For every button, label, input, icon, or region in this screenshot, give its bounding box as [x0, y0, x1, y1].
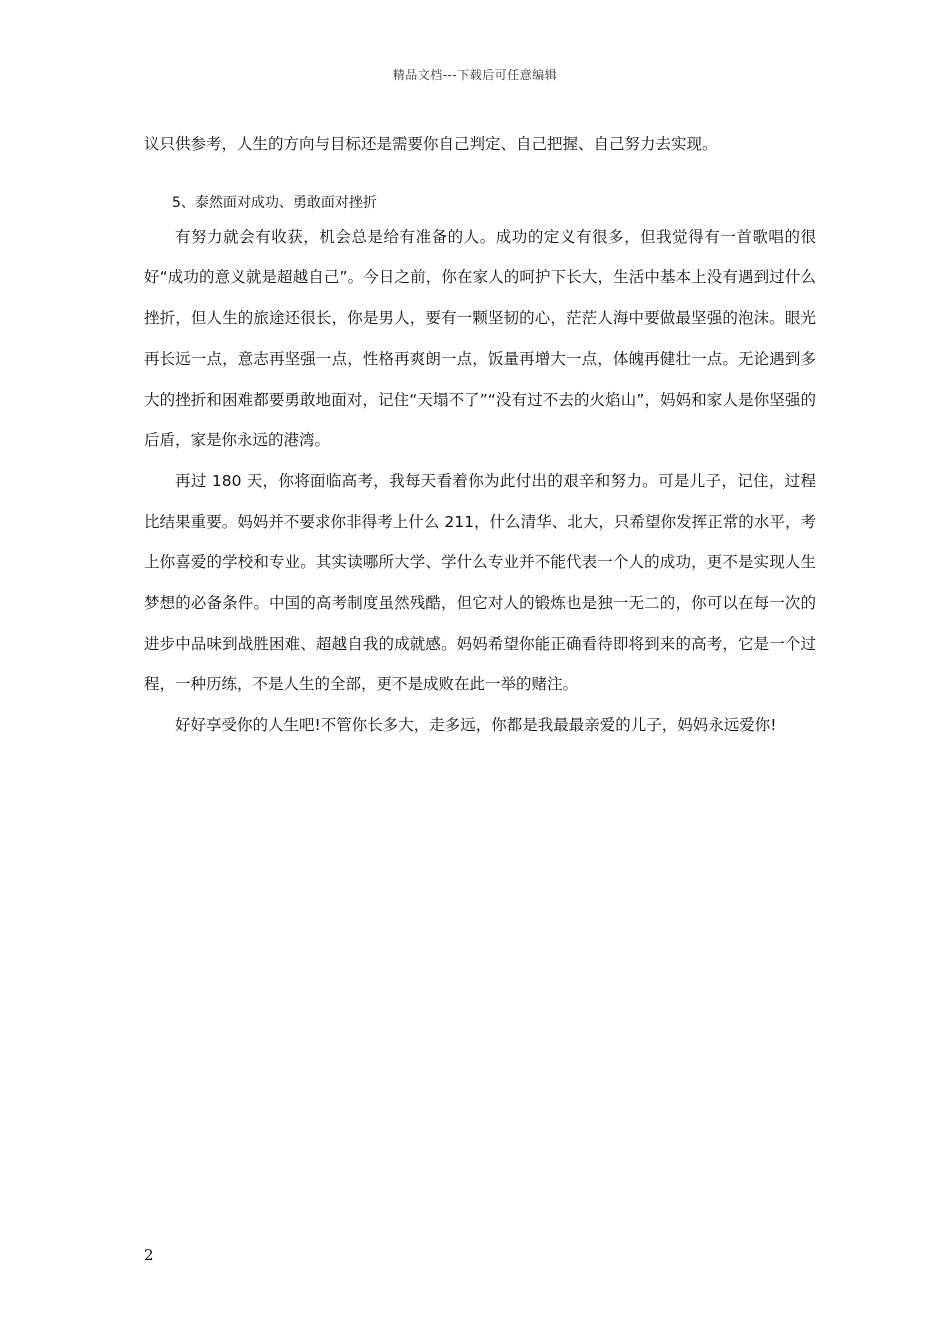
- page-number: 2: [144, 1246, 154, 1264]
- paragraph-exam: 再过 180 天，你将面临高考，我每天看着你为此付出的艰辛和努力。可是儿子，记住，过程比结果重要。妈妈并不要求你非得考上什么 211，什么清华、北大，只希望你发挥正常的水平，考上你喜爱的学校和专业。其实读哪所大学、学什么专业并不能代表一个人的成功，更不是实现人生梦想的必备条件。中国的高考制度虽然残酷，但它对人的锻炼也是独一无二的，你可以在每一次的进步中品味到战胜困难、超越自我的成就感。妈妈希望你能正确看待即将到来的高考，它是一个过程，一种历练，不是人生的全部，更不是成败在此一举的赌注。: [144, 471, 816, 694]
- paragraph-continued: 议只供参考，人生的方向与目标还是需要你自己判定、自己把握、自己努力去实现。: [144, 135, 718, 153]
- section-heading: 5、泰然面对成功、勇敢面对挫折: [172, 194, 377, 211]
- paragraph-success: 有努力就会有收获，机会总是给有准备的人。成功的定义有很多，但我觉得有一首歌唱的很好“成功的意义就是超越自己”。今日之前，你在家人的呵护下长大，生活中基本上没有遇到过什么挫折，但人生的旅途还很长，你是男人，要有一颗坚韧的心，茫茫人海中要做最坚强的泡沫。眼光再长远一点，意志再坚强一点，性格再爽朗一点，饭量再增大一点，体魄再健壮一点。无论遇到多大的挫折和困难都要勇敢地面对，记住“天塌不了”“没有过不去的火焰山”，妈妈和家人是你坚强的后盾，家是你永远的港湾。: [144, 227, 816, 450]
- page-header: 精品文档---下载后可任意编辑: [392, 68, 558, 82]
- document-body: [144, 124, 816, 746]
- paragraph-closing: 好好享受你的人生吧!不管你长多大，走多远，你都是我最最亲爱的儿子，妈妈永远爱你!: [175, 716, 777, 735]
